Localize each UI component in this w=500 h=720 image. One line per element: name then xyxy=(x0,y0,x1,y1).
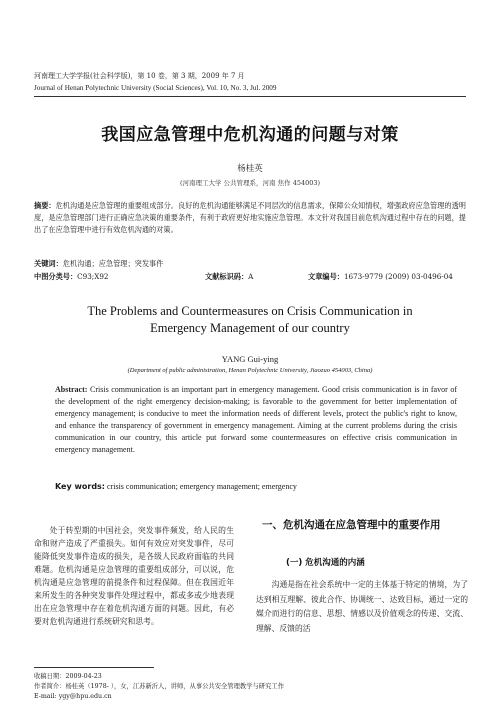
journal-header-cn: 河南理工大学学报(社会科学版)，第 10 卷，第 3 期，2009 年 7 月 xyxy=(34,72,245,80)
header-divider xyxy=(34,96,466,97)
section1-paragraph: 沟通是指在社会系统中一定的主体基于特定的情境，为了达到相互理解、彼此合作、协调统一、达致目标，通过一定的媒介而进行的信息、思想、情感以及价值观念的传递、交流、理解、反馈的活 xyxy=(256,580,468,633)
author-name-en: YANG Gui-ying xyxy=(221,354,279,364)
article-number-label: 文章编号： xyxy=(308,272,344,281)
keywords-en-label: Key words: xyxy=(55,482,106,491)
abstract-en xyxy=(55,384,457,457)
keywords-cn-label: 关键词： xyxy=(34,259,63,268)
keywords-en-text: crisis communication; emergency management; emergency xyxy=(107,482,297,491)
body-column-left xyxy=(34,524,234,628)
abstract-cn-label: 摘要： xyxy=(34,201,56,210)
abstract-en-text: Crisis communication is an important part in emergency management. Good crisis communication is in favor of the development of the right emergency decision-making; is favorable to the government for better implementation of emergency management; is conducive to meet the information needs of different levels, protect the public's right to know, and enhance the transparency of government in emergency management. Aiming at the current problems during the crisis communication in our country, this article put forward some countermeasures on effective crisis communication in emergency management. xyxy=(55,385,458,455)
author-affiliation-cn: (河南理工大学 公共管理系，河南 焦作 454003) xyxy=(179,179,321,187)
keywords-en xyxy=(55,482,457,492)
article-title-en-line1: The Problems and Countermeasures on Crisis Communication in xyxy=(87,304,413,318)
footnote-author-bio: 作者简介：杨桂英（1978- ），女，江苏新沂人，讲师，从事公共安全管理教学与研究工作 xyxy=(34,683,284,690)
abstract-en-label: Abstract: xyxy=(55,385,88,394)
journal-header-en: Journal of Henan Polytechnic University (Social Sciences), Vol. 10, No. 3, Jul. 2009 xyxy=(34,84,277,92)
abstract-cn xyxy=(34,200,466,236)
article-number-value: 1673-9779 (2009) 03-0496-04 xyxy=(343,272,453,281)
abstract-cn-text: 危机沟通是应急管理的重要组成部分。良好的危机沟通能够满足不同层次的信息需求，保障公众知情权，增强政府应急管理的透明度，是应急管理部门进行正确应急决策的重要条件，有利于政府更好地实施应急管理。本文针对我国目前危机沟通过程中存在的问题，提出了在应急管理中进行有效危机沟通的对策。 xyxy=(34,201,466,234)
body-column-right xyxy=(256,578,468,636)
author-affiliation-en: (Department of public administration, Henan Polytechnic University, Jiaozuo 454003, China) xyxy=(127,367,373,374)
subsection-heading-1-1: (一) 危机沟通的内涵 xyxy=(286,558,365,568)
footnote-email: E-mail: ygy@hpu.edu.cn xyxy=(34,693,112,700)
section-heading-1: 一、危机沟通在应急管理中的重要作用 xyxy=(262,519,441,531)
clc-number xyxy=(34,272,108,282)
article-title-en-line2: Emergency Management of our country xyxy=(150,321,350,335)
footnote-divider xyxy=(34,667,154,668)
keywords-cn-text: 危机沟通；应急管理；突发事件 xyxy=(62,259,164,268)
footnote-received-date: 收稿日期：2009-04-23 xyxy=(34,673,102,680)
keywords-cn xyxy=(34,259,163,269)
clc-value: C93;X92 xyxy=(77,272,109,281)
document-code xyxy=(205,272,253,282)
article-number xyxy=(308,272,453,282)
intro-paragraph: 处于转型期的中国社会，突发事件频发，给人民的生命和财产造成了严重损失。如何有效应对突发事件，尽可能降低突发事件造成的损失，是各级人民政府面临的共同难题。危机沟通是应急管理的重要组成部分，可以说，危机沟通是应急管理的前提条件和过程保障。但在我国近年来所发生的各种突发事件处理过程中，都或多或少地表现出在应急管理中存在着危机沟通方面的问题。因此，有必要对危机沟通进行系统研究和思考。 xyxy=(34,526,234,626)
document-code-label: 文献标识码： xyxy=(205,272,249,281)
author-name-cn: 杨桂英 xyxy=(237,164,263,174)
article-title-cn: 我国应急管理中危机沟通的问题与对策 xyxy=(101,125,399,145)
clc-label: 中图分类号： xyxy=(34,272,78,281)
document-code-value: A xyxy=(248,272,254,281)
